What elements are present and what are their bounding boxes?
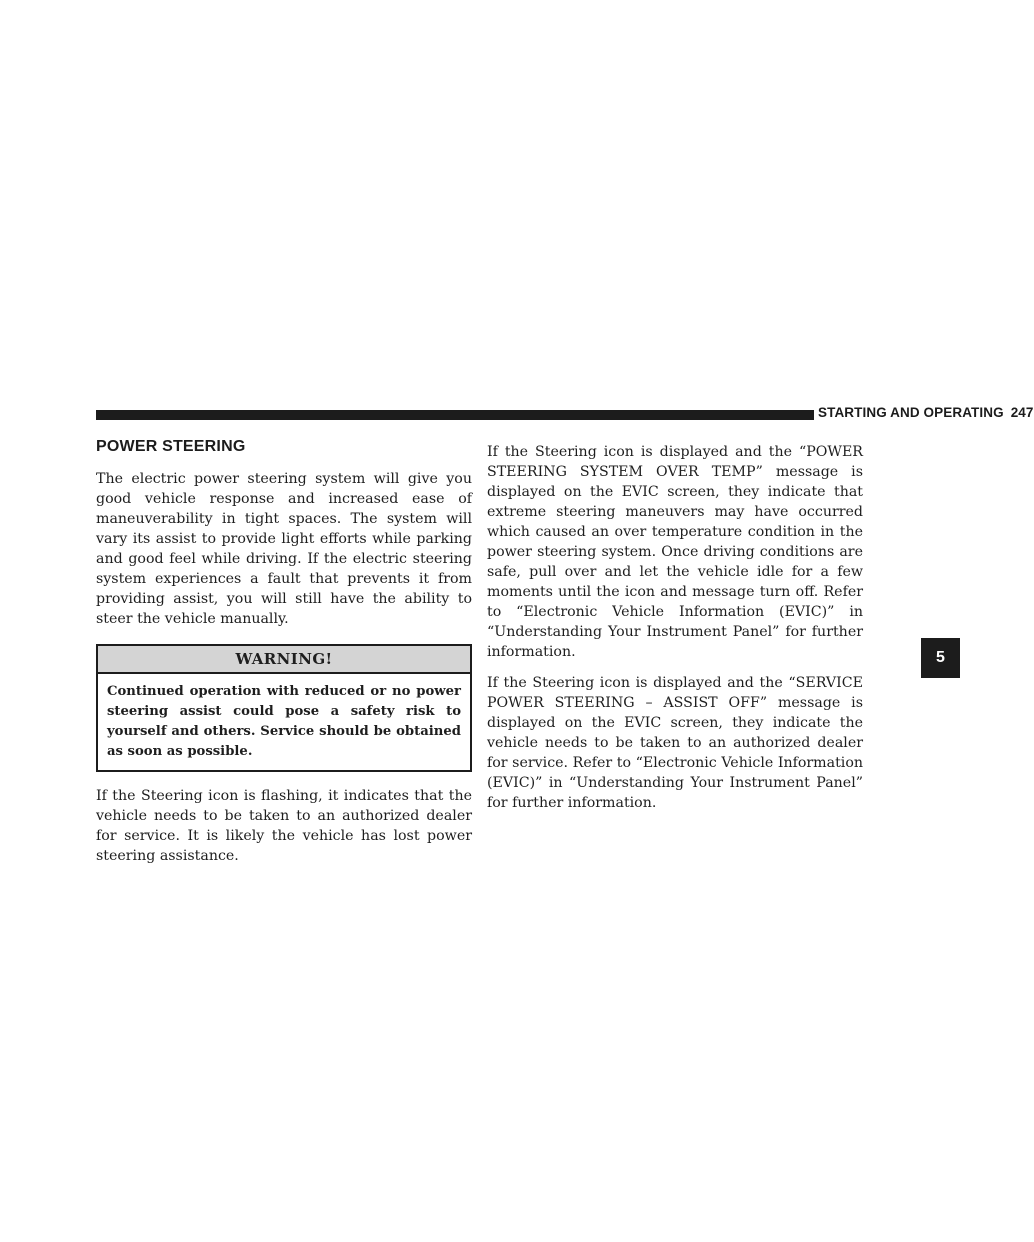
chapter-tab: 5: [921, 638, 960, 678]
section-title: STARTING AND OPERATING: [818, 405, 1004, 420]
header-rule: [96, 410, 814, 420]
running-header: [818, 405, 1034, 420]
warning-title: WARNING!: [98, 646, 470, 674]
service-paragraph: If the Steering icon is displayed and the “SERVICE POWER STEERING – ASSIST OFF” message is displayed on the EVIC screen, they indicate the vehicle needs to be taken to an authorized dealer for service. Refer to “Electronic Vehicle Information (EVIC)” in “Understanding Your Instrument Panel” for further information.: [487, 675, 863, 811]
over-temp-paragraph: If the Steering icon is displayed and the “POWER STEERING SYSTEM OVER TEMP” message is displayed on the EVIC screen, they indicate that extreme steering maneuvers may have occurred which caused an over temperature condition in the power steering system. Once driving conditions are safe, pull over and let the vehicle idle for a few moments until the icon and message turn off. Refer to “Electronic Vehicle Information (EVIC)” in “Understanding Your Instrument Panel” for further information.: [487, 444, 863, 660]
warning-text: Continued operation with reduced or no power steering assist could pose a safety risk to yourself and others. Service should be obtained as soon as possible.: [107, 684, 461, 759]
left-column: [96, 438, 472, 866]
page-number: 247: [1010, 405, 1034, 420]
flashing-icon-paragraph: If the Steering icon is flashing, it indicates that the vehicle needs to be taken to an authorized dealer for service. It is likely the vehicle has lost power steering assistance.: [96, 788, 472, 864]
section-heading: POWER STEERING: [96, 438, 246, 455]
intro-paragraph: The electric power steering system will give you good vehicle response and increased ease of maneuverability in tight spaces. The system will vary its assist to provide light efforts while parking and good feel while driving. If the electric steering system experiences a fault that prevents it from providing assist, you will still have the ability to steer the vehicle manually.: [96, 471, 472, 627]
right-column: [487, 442, 863, 813]
warning-box: [96, 644, 472, 772]
